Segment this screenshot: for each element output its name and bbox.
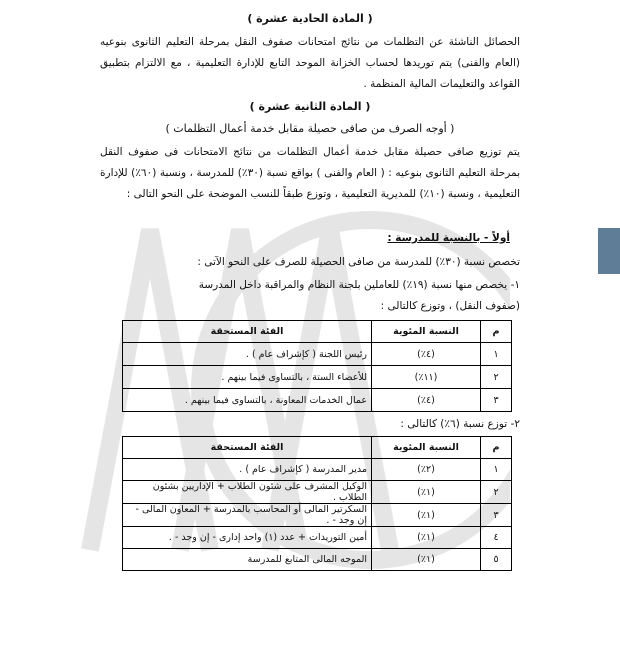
article-12-body: يتم توزيع صافى حصيلة مقابل خدمة أعمال التظلمات من نتائج الامتحانات فى صفوف النقل بمرحلة التعليم الثانوى بنوعيه : ( العام والفنى ) بواقع نسبة (٣٠٪) للمدرسة ، ونسبة (٦٠٪) للإدارة التعليمية ، ونسبة (١٠٪) للمديرية التعليمية ، وتوزع طبقاً للنسب الموضحة على النحو التالى : (100, 146, 521, 200)
table-row (123, 481, 512, 504)
section-second-line: ٢- توزع نسبة (٦٪) كالتالى : (400, 418, 520, 430)
table-row (123, 343, 512, 366)
col-header-category: الفئة المستحقة (123, 437, 372, 459)
row-pct: (١٪) (372, 481, 481, 504)
row-category: للأعضاء الستة ، بالتساوى فيما بينهم . (123, 366, 372, 389)
table-row (123, 366, 512, 389)
col-header-num: م (481, 437, 512, 459)
article-12-subtitle: ( أوجه الصرف من صافى حصيلة مقابل خدمة أعمال التظلمات ) (165, 122, 455, 135)
table-distribution-19 (122, 320, 512, 412)
table-distribution-6 (122, 436, 512, 571)
row-category: الوكيل المشرف على شئون الطلاب + الإداريين بشئون الطلاب . (123, 481, 372, 504)
row-pct: (١٪) (372, 527, 481, 549)
table-row (123, 459, 512, 481)
section-first-title: أولاً - بالنسبة للمدرسة : (387, 232, 510, 244)
table-row (123, 527, 512, 549)
side-tab[interactable] (598, 228, 620, 274)
row-pct: (٢٪) (372, 459, 481, 481)
row-pct: (٤٪) (372, 343, 481, 366)
row-num: ٤ (481, 527, 512, 549)
row-pct: (١٪) (372, 549, 481, 571)
table-row (123, 389, 512, 412)
section-first-line3: (صفوف النقل) ، وتوزع كالتالى : (380, 300, 520, 312)
row-num: ٥ (481, 549, 512, 571)
table-row (123, 504, 512, 527)
row-category: السكرتير المالى أو المحاسب بالمدرسة + المعاون المالى - إن وجد - . (123, 504, 372, 527)
article-11-heading: ( المادة الحادية عشرة ) (247, 12, 373, 25)
row-category: أمين التوريدات + عدد (١) واحد إدارى - إن وجد - . (123, 527, 372, 549)
row-num: ٢ (481, 481, 512, 504)
row-num: ١ (481, 343, 512, 366)
row-category: مدير المدرسة ( كإشراف عام ) . (123, 459, 372, 481)
row-category: عمال الخدمات المعاونة ، بالتساوى فيما بينهم . (123, 389, 372, 412)
section-first-line1: تخصص نسبة (٣٠٪) للمدرسة من صافى الحصيلة للصرف على النحو الآتى : (197, 256, 520, 268)
row-pct: (٤٪) (372, 389, 481, 412)
col-header-category: الفئة المستحقة (123, 321, 372, 343)
row-pct: (١١٪) (372, 366, 481, 389)
article-11-body: الحصائل الناشئة عن التظلمات من نتائج امتحانات صفوف النقل بمرحلة التعليم الثانوى بنوعيه (العام والفنى) يتم توريدها لحساب الخزانة الموحد التابع للإدارة التعليمية ، مع الالتزام بتطبيق القواعد والتعليمات المالية المنظمة . (100, 36, 520, 90)
table-row (123, 549, 512, 571)
row-num: ١ (481, 459, 512, 481)
col-header-num: م (481, 321, 512, 343)
row-category: الموجه المالى المتابع للمدرسة (123, 549, 372, 571)
row-num: ٣ (481, 389, 512, 412)
col-header-pct: النسبة المئوية (372, 437, 481, 459)
article-12-heading: ( المادة الثانية عشرة ) (249, 100, 371, 113)
row-category: رئيس اللجنة ( كإشراف عام ) . (123, 343, 372, 366)
row-num: ٣ (481, 504, 512, 527)
row-pct: (١٪) (372, 504, 481, 527)
section-first-line2: ١- يخصص منها نسبة (١٩٪) للعاملين بلجنة النظام والمراقبة داخل المدرسة (198, 279, 520, 291)
row-num: ٢ (481, 366, 512, 389)
col-header-pct: النسبة المئوية (372, 321, 481, 343)
